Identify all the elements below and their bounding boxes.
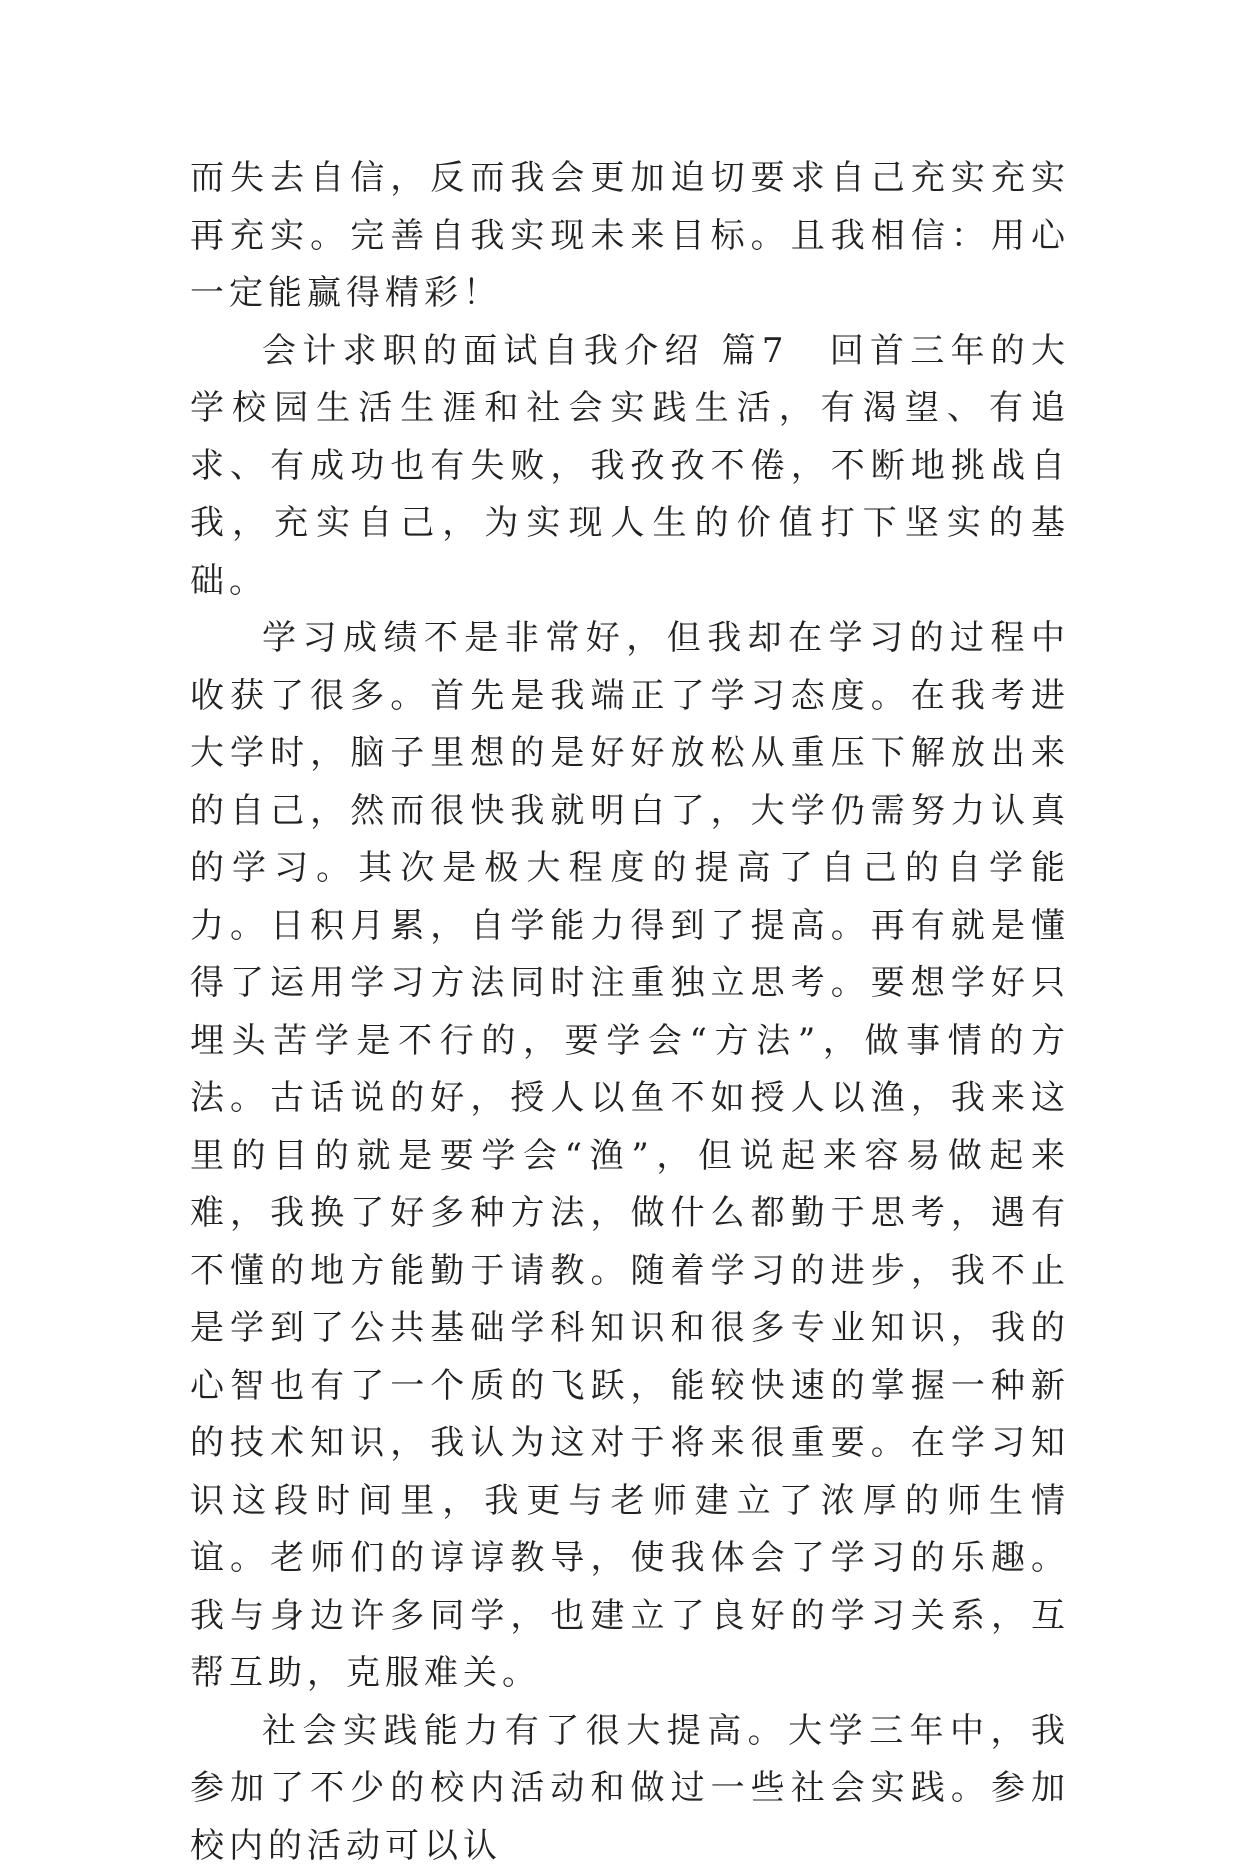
paragraph-text: 学习成绩不是非常好，但我却在学习的过程中收获了很多。首先是我端正了学习态度。在我考进大学时，脑子里想的是好好放松从重压下解放出来的自己，然而很快我就明白了，大学仍需努力认真的学习。其次是极大程度的提高了自己的自学能力。日积月累，自学能力得到了提高。再有就是懂得了运用学习方法同时注重独立思考。要想学好只埋头苦学是不行的，要学会“方法”，做事情的方法。古话说的好，授人以鱼不如授人以渔，我来这里的目的就是要学会“渔”，但说起来容易做起来难，我换了好多种方法，做什么都勤于思考，遇有不懂的地方能勤于请教。随着学习的进步，我不止是学到了公共基础学科知识和很多专业知识，我的心智也有了一个质的飞跃，能较快速的掌握一种新的技术知识，我认为这对于将来很重要。在学习知识这段时间里，我更与老师建立了浓厚的师生情谊。老师们的谆谆教导，使我体会了学习的乐趣。我与身边许多同学，也建立了良好的学习关系，互帮互助，克服难关。 — [190, 618, 1070, 1693]
paragraph-continuation — [190, 150, 1070, 323]
document-body — [190, 150, 1070, 1875]
paragraph-social-practice — [190, 1703, 1070, 1875]
paragraph-section-heading — [190, 323, 1070, 611]
paragraph-text: 回首三年的大学校园生活生涯和社会实践生活，有渴望、有追求、有成功也有失败，我孜孜不倦，不断地挑战自我，充实自己，为实现人生的价值打下坚实的基础。 — [190, 331, 1070, 601]
section-heading: 会计求职的面试自我介绍 篇7 — [262, 331, 789, 371]
paragraph-text: 社会实践能力有了很大提高。大学三年中，我参加了不少的校内活动和做过一些社会实践。参加校内的活动可以认 — [190, 1711, 1070, 1866]
paragraph-text: 而失去自信，反而我会更加迫切要求自己充实充实再充实。完善自我实现未来目标。且我相信：用心一定能赢得精彩！ — [190, 158, 1070, 313]
paragraph-study — [190, 610, 1070, 1703]
